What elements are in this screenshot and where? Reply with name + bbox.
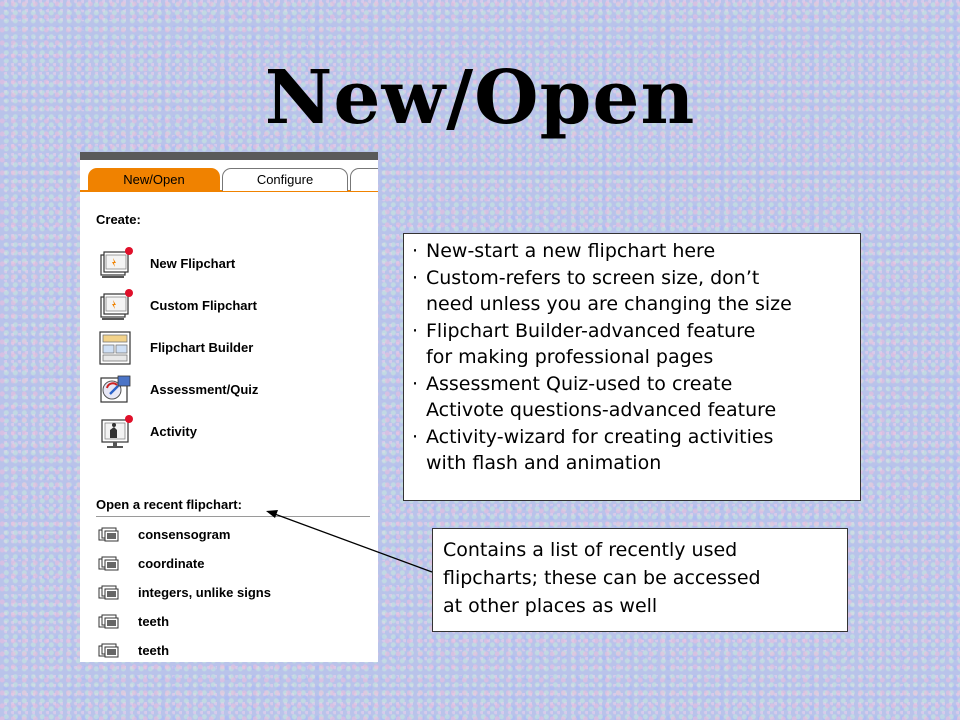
recent-flipchart-item[interactable] [98, 641, 368, 662]
flipchart-builder-icon [98, 330, 134, 366]
feature-description-callout [403, 233, 861, 501]
flipchart-stack-icon [98, 585, 120, 601]
recent-item-label: coordinate [138, 556, 205, 571]
create-item-label: Activity [150, 424, 197, 439]
recent-flipchart-item[interactable] [98, 525, 368, 547]
bullet-text: Custom-refers to screen size, don’t [426, 266, 760, 289]
tab-more[interactable] [350, 168, 378, 191]
bullet-continuation: Activote questions-advanced feature [426, 399, 777, 421]
bullet-text: Activity-wizard for creating activities [426, 425, 774, 448]
create-custom-flipchart[interactable] [98, 288, 368, 324]
bullet-glyph: · [412, 319, 419, 342]
create-flipchart-builder[interactable] [98, 330, 368, 366]
bullet-new [412, 238, 860, 265]
slide-title: New/Open [264, 55, 696, 141]
flipchart-stack-icon [98, 527, 120, 543]
recent-item-label: integers, unlike signs [138, 585, 271, 600]
assessment-quiz-icon [98, 372, 134, 408]
bullet-custom [412, 265, 860, 292]
tab-configure[interactable]: Configure [222, 168, 348, 191]
flipchart-stack-icon [98, 614, 120, 630]
bullet-text: New-start a new flipchart here [426, 240, 716, 262]
recent-flipchart-item[interactable] [98, 583, 368, 605]
create-assessment-quiz[interactable] [98, 372, 368, 408]
bullet-glyph: · [412, 425, 419, 448]
tab-new-open[interactable]: New/Open [88, 168, 220, 191]
tab-bar [80, 160, 378, 192]
recent-heading: Open a recent flipchart: [96, 497, 242, 512]
bullet-glyph: · [412, 240, 419, 262]
activity-icon [98, 414, 134, 450]
recent-divider [96, 516, 370, 517]
create-activity[interactable] [98, 414, 368, 450]
bullet-assessment [412, 371, 860, 398]
create-item-label: Custom Flipchart [150, 298, 257, 313]
bullet-continuation: with flash and animation [426, 452, 662, 474]
create-new-flipchart[interactable] [98, 246, 368, 282]
callout-line: at other places as well [443, 595, 658, 617]
flipchart-stack-icon [98, 643, 120, 659]
callout-line: Contains a list of recently used [443, 539, 738, 561]
callout-line: flipcharts; these can be accessed [443, 567, 761, 589]
bullet-text: Assessment Quiz-used to create [426, 372, 733, 395]
create-item-label: Assessment/Quiz [150, 382, 259, 397]
recent-flipchart-item[interactable] [98, 554, 368, 576]
create-item-label: Flipchart Builder [150, 340, 254, 355]
recent-flipchart-item[interactable] [98, 612, 368, 634]
bullet-continuation: for making professional pages [426, 346, 714, 368]
panel-titlebar [80, 152, 378, 160]
recent-list-callout [432, 528, 848, 632]
create-item-label: New Flipchart [150, 256, 236, 271]
bullet-builder [412, 318, 860, 345]
bullet-continuation: need unless you are changing the size [426, 293, 792, 315]
custom-flipchart-icon [98, 288, 134, 324]
recent-item-label: consensogram [138, 527, 231, 542]
recent-item-label: teeth [138, 614, 170, 629]
bullet-activity [412, 424, 860, 451]
recent-item-label: teeth [138, 643, 170, 658]
bullet-glyph: · [412, 266, 419, 289]
create-heading: Create: [96, 212, 141, 227]
flipchart-stack-icon [98, 556, 120, 572]
activstudio-panel [80, 152, 378, 662]
new-flipchart-icon [98, 246, 134, 282]
bullet-text: Flipchart Builder-advanced feature [426, 319, 756, 342]
bullet-glyph: · [412, 372, 419, 395]
